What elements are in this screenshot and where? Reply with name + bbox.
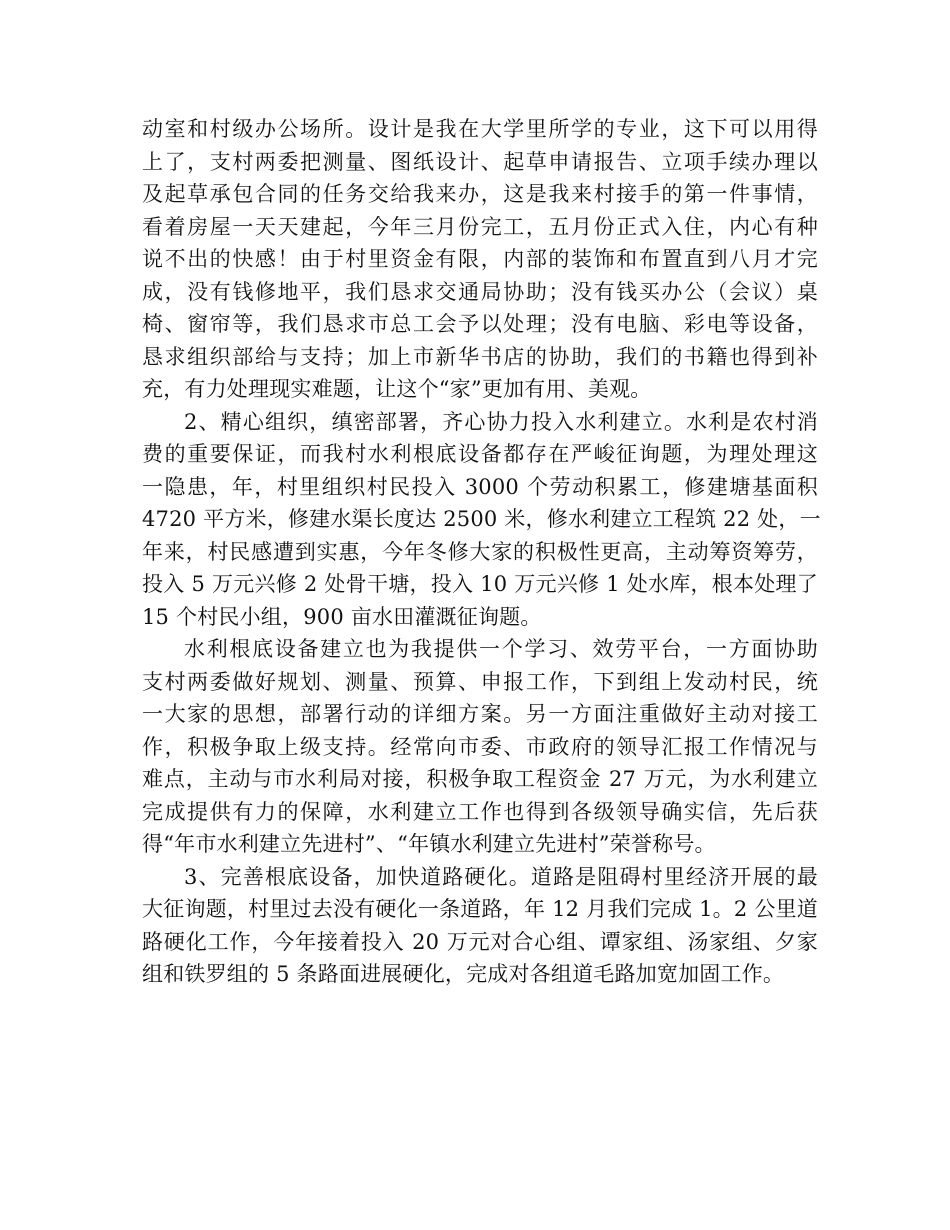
text-line: 4720 平方米，修建水渠长度达 2500 米，修水利建立工程筑 22 处，一: [142, 507, 821, 531]
text-line: 一隐患，年，村里组织村民投入 3000 个劳动积累工，修建塘基面积: [142, 474, 818, 499]
text-line: 上了，支村两委把测量、图纸设计、起草申请报告、立项手续办理以: [142, 149, 818, 174]
text-line: 一大家的思想，部署行动的详细方案。另一方面注重做好主动对接工: [142, 702, 818, 726]
text-line-indented: 3、完善根底设备，加快道路硬化。道路是阻碍村里经济开展的最: [184, 864, 818, 889]
text-line: 得“年市水利建立先进村”、“年镇水利建立先进村”荣誉称号。: [142, 832, 716, 856]
text-line: 动室和村级办公场所。设计是我在大学里所学的专业，这下可以用得: [142, 117, 818, 141]
text-line-indented: 2、精心组织，缜密部署，齐心协力投入水利建立。水利是农村消: [184, 409, 818, 434]
text-line: 难点，主动与市水利局对接，积极争取工程资金 27 万元，为水利建立: [142, 767, 818, 791]
text-line-indented: 水利根底设备建立也为我提供一个学习、效劳平台，一方面协助: [184, 637, 818, 661]
text-line: 恳求组织部给与支持；加上市新华书店的协助，我们的书籍也得到补: [142, 344, 818, 369]
text-line: 椅、窗帘等，我们恳求市总工会予以处理；没有电脑、彩电等设备，: [142, 312, 818, 336]
text-line: 费的重要保证，而我村水利根底设备都存在严峻征询题，为理处理这: [142, 442, 818, 466]
document-body: [142, 113, 821, 991]
text-line: 成，没有钱修地平，我们恳求交通局协助；没有钱买办公（会议）桌: [142, 279, 818, 304]
paragraph-2: [142, 406, 821, 634]
paragraph-4: [142, 861, 818, 991]
text-line: 组和铁罗组的 5 条路面进展硬化，完成对各组道毛路加宽加固工作。: [142, 962, 785, 986]
text-line: 支村两委做好规划、测量、预算、申报工作，下到组上发动村民，统: [142, 669, 818, 694]
text-line: 投入 5 万元兴修 2 处骨干塘，投入 10 万元兴修 1 处水库，根本处理了: [142, 572, 818, 596]
text-line: 年来，村民感遭到实惠，今年冬修大家的积极性更高，主动筹资筹劳，: [142, 539, 818, 564]
text-line: 看着房屋一天天建起，今年三月份完工，五月份正式入住，内心有种: [142, 214, 818, 239]
text-line: 作，积极争取上级支持。经常向市委、市政府的领导汇报工作情况与: [142, 734, 818, 759]
text-line: 完成提供有力的保障，水利建立工作也得到各级领导确实信，先后获: [142, 799, 818, 824]
paragraph-1: [142, 113, 818, 406]
paragraph-3: [142, 633, 818, 861]
text-line: 路硬化工作，今年接着投入 20 万元对合心组、谭家组、汤家组、夕家: [142, 929, 818, 954]
text-line: 说不出的快感！由于村里资金有限，内部的装饰和布置直到八月才完: [142, 247, 818, 271]
text-line: 大征询题，村里过去没有硬化一条道路，年 12 月我们完成 1。2 公里道: [142, 897, 818, 921]
text-line: 及起草承包合同的任务交给我来办，这是我来村接手的第一件事情，: [142, 182, 818, 206]
text-line: 充，有力处理现实难题，让这个“家”更加有用、美观。: [142, 377, 652, 401]
text-line: 15 个村民小组，900 亩水田灌溉征询题。: [142, 604, 542, 629]
